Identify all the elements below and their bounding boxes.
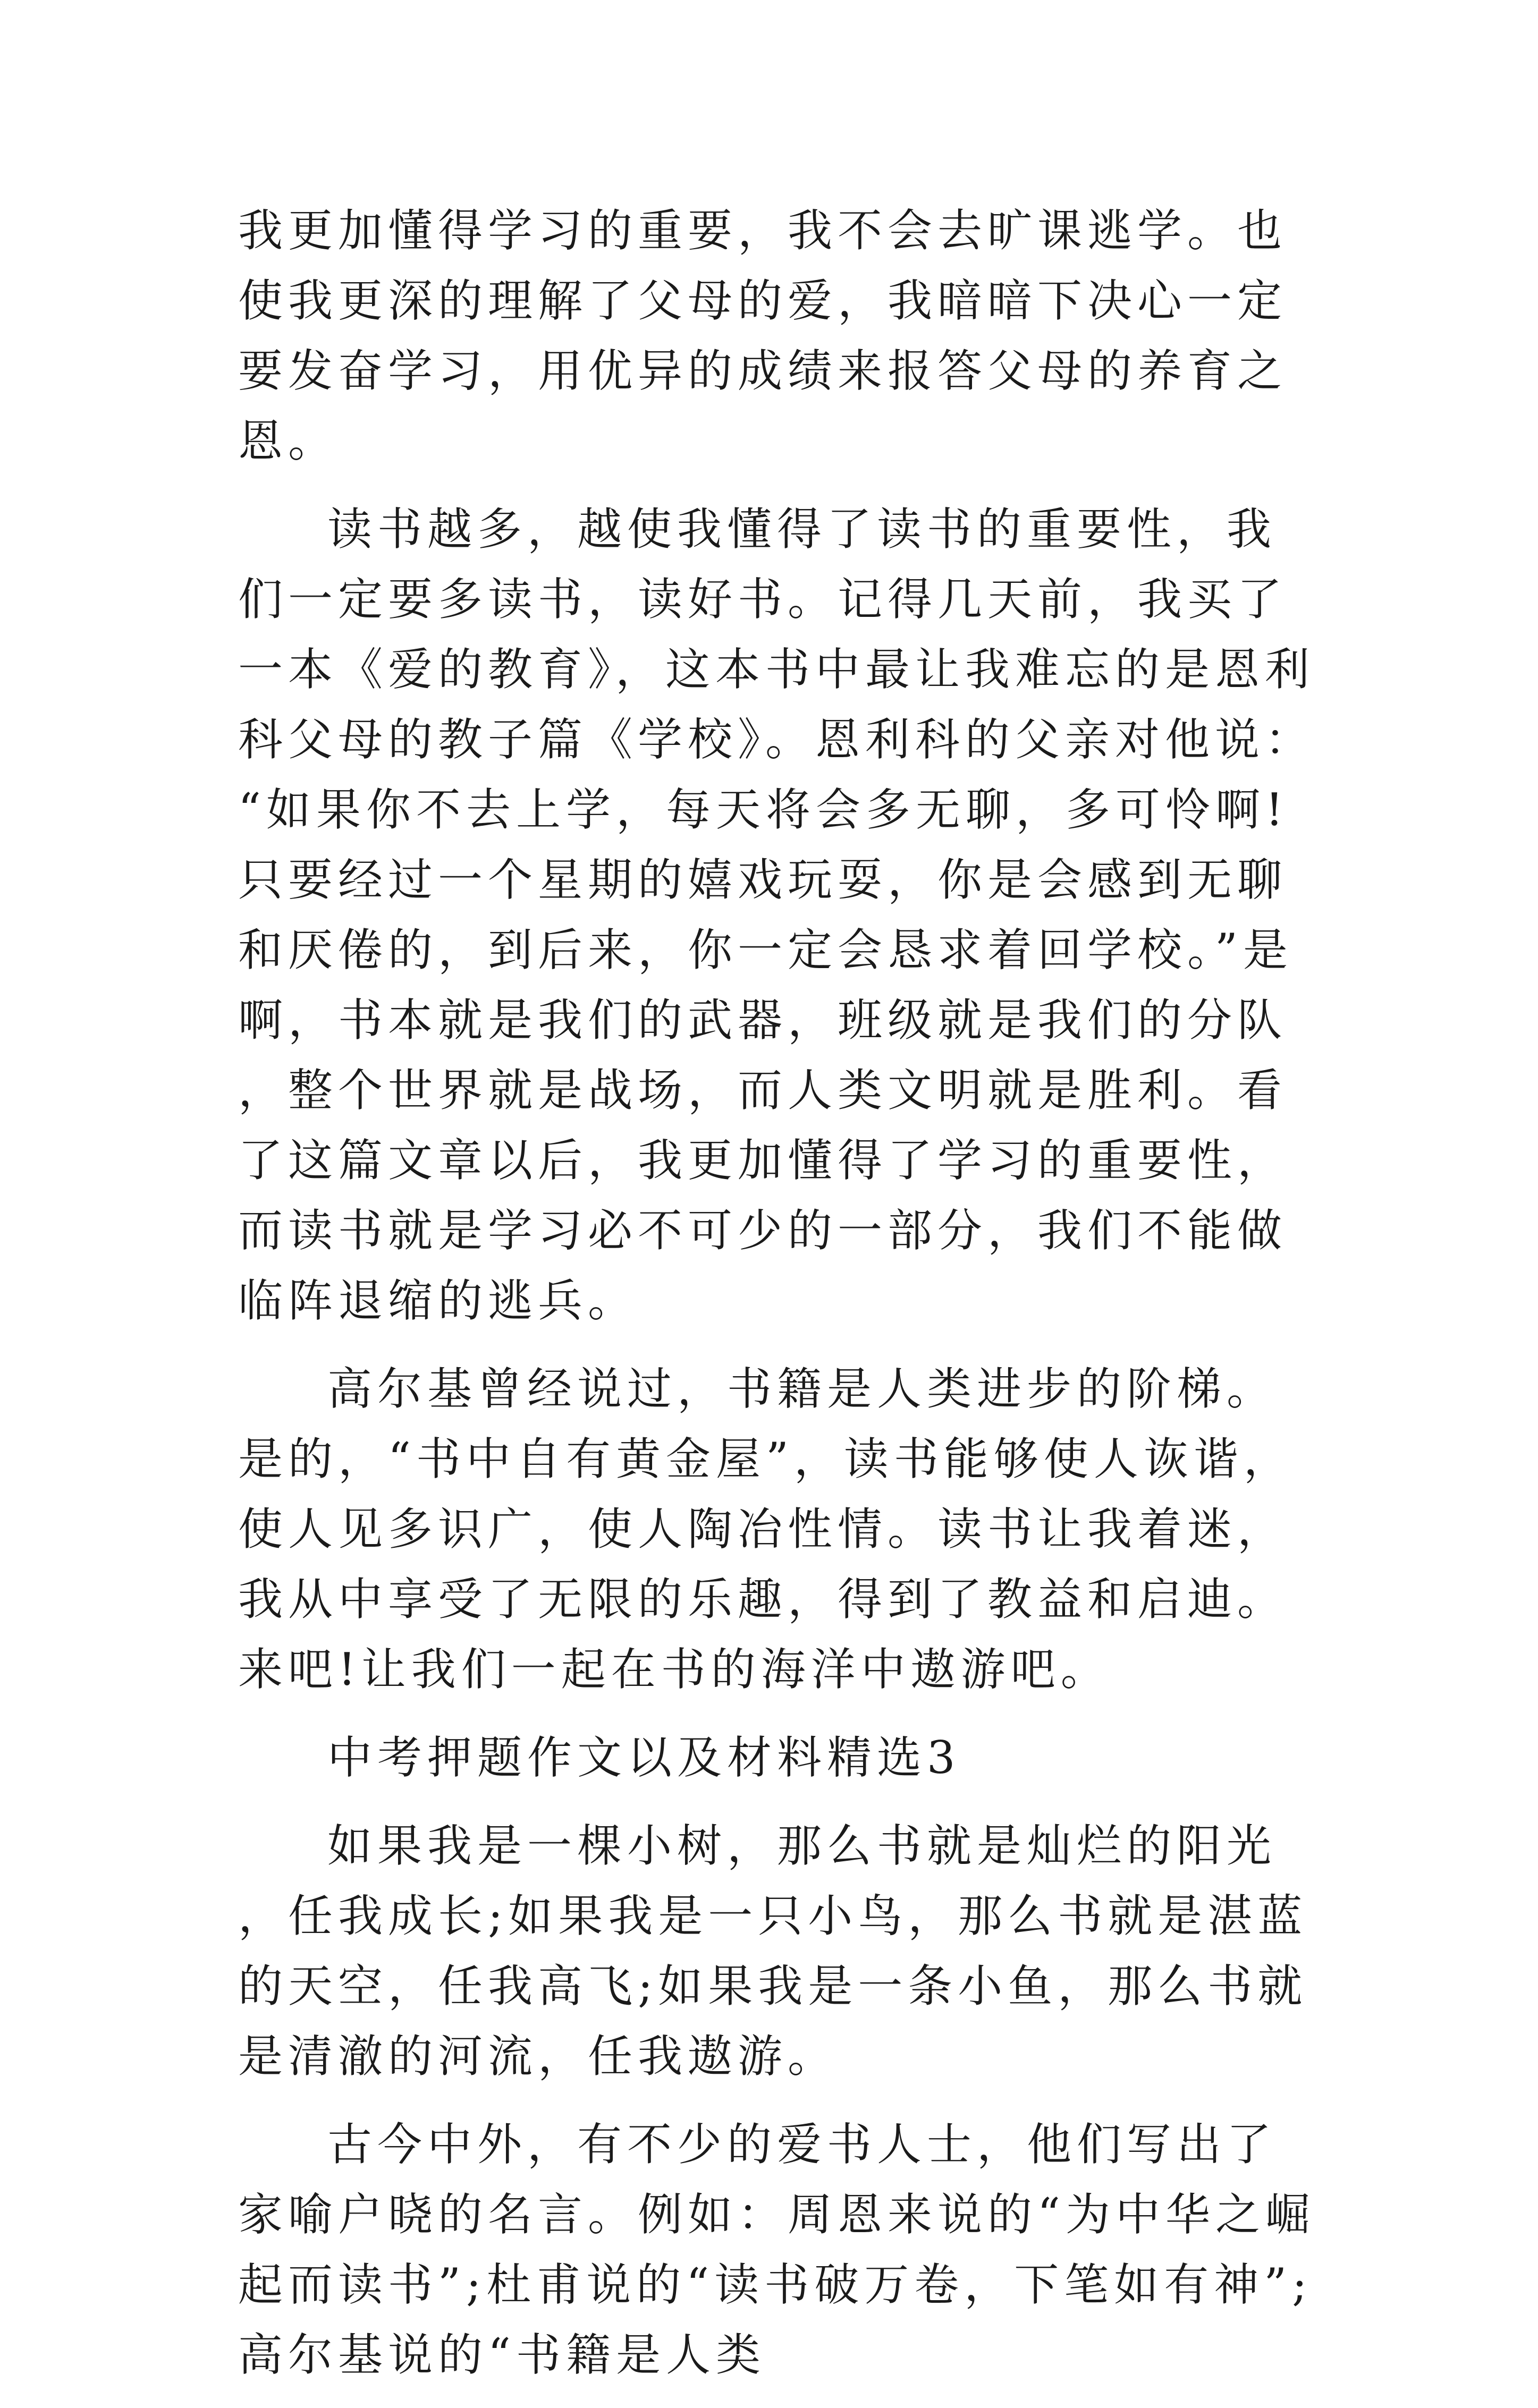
paragraph-1: 我更加懂得学习的重要，我不会去旷课逃学。也使我更深的理解了父母的爱，我暗暗下决心一定要发奋学习，用优异的成绩来报答父母的养育之恩。: [238, 205, 1288, 467]
paragraph-4: 如果我是一棵小树，那么书就是灿烂的阳光，任我成长;如果我是一只小鸟，那么书就是湛蓝的天空，任我高飞;如果我是一条小鱼，那么书就是清澈的河流，任我遨游。: [238, 1820, 1308, 2082]
paragraph-5: 古今中外，有不少的爱书人士，他们写出了家喻户晓的名言。例如：周恩来说的“为中华之崛起而读书”;杜甫说的“读书破万卷，下笔如有神”;高尔基说的“书籍是人类: [238, 2118, 1315, 2381]
paragraph-3: 高尔基曾经说过，书籍是人类进步的阶梯。是的，“书中自有黄金屋”，读书能够使人诙谐，使人见多识广，使人陶冶性情。读书让我着迷，我从中享受了无限的乐趣，得到了教益和启迪。来吧!让我们一起在书的海洋中遨游吧。: [238, 1363, 1294, 1695]
section-heading: 中考押题作文以及材料精选3: [327, 1732, 961, 1784]
document-body: [238, 196, 1322, 2408]
paragraph-2: 读书越多，越使我懂得了读书的重要性，我们一定要多读书，读好书。记得几天前，我买了一本《爱的教育》，这本书中最让我难忘的是恩利科父母的教子篇《学校》。恩利科的父亲对他说：“如果你不去上学，每天将会多无聊，多可怜啊!只要经过一个星期的嬉戏玩耍，你是会感到无聊和厌倦的，到后来，你一定会恳求着回学校。”是啊，书本就是我们的武器，班级就是我们的分队，整个世界就是战场，而人类文明就是胜利。看了这篇文章以后，我更加懂得了学习的重要性，而读书就是学习必不可少的一部分，我们不能做临阵退缩的逃兵。: [238, 503, 1315, 1327]
